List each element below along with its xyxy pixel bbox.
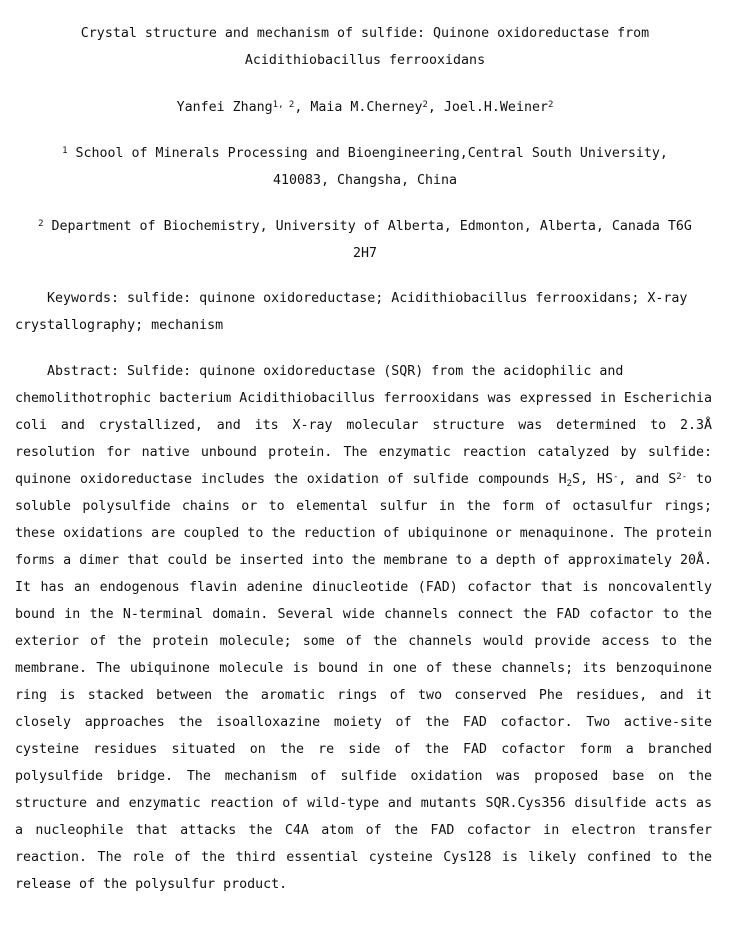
- superscript: -: [612, 472, 619, 482]
- abstract-line: exterior of the protein molecule; some of the channels would provide access to the: [15, 634, 712, 649]
- abstract-text: quinone oxidoreductase includes the oxidation of sulfide compounds H: [15, 472, 567, 487]
- abstract-line: ring is stacked between the aromatic rings of two conserved Phe residues, and it: [15, 688, 712, 703]
- abstract-line: structure and enzymatic reaction of wild-type and mutants SQR.Cys356 disulfide acts as: [15, 796, 712, 811]
- affiliation-mark: 2: [38, 219, 44, 229]
- abstract-line: polysulfide bridge. The mechanism of sulfide oxidation was proposed base on the: [15, 769, 712, 784]
- abstract-line: a nucleophile that attacks the C4A atom of the FAD cofactor in electron transfer: [15, 823, 712, 838]
- abstract-line: forms a dimer that could be inserted into the membrane to a depth of approximately 20Å.: [15, 553, 712, 568]
- superscript: 2-: [676, 472, 688, 482]
- abstract-line: membrane. The ubiquinone molecule is bound in one of these channels; its benzoquinone: [15, 661, 712, 676]
- abstract-line: release of the polysulfur product.: [15, 877, 288, 892]
- abstract-line: Abstract: Sulfide: quinone oxidoreductase (SQR) from the acidophilic and: [47, 364, 624, 379]
- abstract-text: to: [687, 472, 712, 487]
- author-affiliation-mark: 2: [422, 100, 428, 110]
- affiliation-text: Department of Biochemistry, University of Alberta, Edmonton, Alberta, Canada T6G: [43, 219, 692, 234]
- author-name: Maia M.Cherney: [310, 100, 423, 115]
- paper-title-line-1: Crystal structure and mechanism of sulfide: Quinone oxidoreductase from: [80, 26, 650, 41]
- keywords-line-1: Keywords: sulfide: quinone oxidoreductase; Acidithiobacillus ferrooxidans; X-ray: [47, 291, 688, 306]
- abstract-text: S, HS: [572, 472, 613, 487]
- abstract-line: reaction. The role of the third essential cysteine Cys128 is likely confined to the: [15, 850, 712, 865]
- affiliation-text: School of Minerals Processing and Bioengineering,Central South University,: [67, 146, 668, 161]
- abstract-line: these oxidations are coupled to the reduction of ubiquinone or menaquinone. The protein: [15, 526, 712, 541]
- author-name: Yanfei Zhang: [176, 100, 273, 115]
- affiliation-2-line-1: [0, 218, 730, 236]
- abstract-line: [15, 471, 712, 489]
- affiliation-1-line-2: 410083, Changsha, China: [272, 173, 458, 188]
- paper-title-line-2: Acidithiobacillus ferrooxidans: [244, 53, 486, 68]
- keywords-line-2: crystallography; mechanism: [15, 318, 224, 333]
- abstract-line: cysteine residues situated on the re side of the FAD cofactor form a branched: [15, 742, 712, 757]
- author-list: [0, 99, 730, 117]
- affiliation-1-line-1: [0, 145, 730, 163]
- abstract-line: resolution for native unbound protein. The enzymatic reaction catalyzed by sulfide:: [15, 445, 712, 460]
- affiliation-2-line-2: 2H7: [352, 246, 378, 261]
- abstract-line: It has an endogenous flavin adenine dinucleotide (FAD) cofactor that is noncovalently: [15, 580, 712, 595]
- author-separator: ,: [427, 100, 444, 115]
- author-name: Joel.H.Weiner: [443, 100, 548, 115]
- author-affiliation-mark: 2: [547, 100, 554, 110]
- abstract-line: chemolithotrophic bacterium Acidithiobacillus ferrooxidans was expressed in Escherichia: [15, 391, 712, 406]
- author-affiliation-mark: 1, 2: [272, 100, 295, 110]
- abstract-line: closely approaches the isoalloxazine moiety of the FAD cofactor. Two active-site: [15, 715, 712, 730]
- author-separator: ,: [294, 100, 311, 115]
- abstract-line: coli and crystallized, and its X-ray molecular structure was determined to 2.3Å: [15, 418, 712, 433]
- affiliation-mark: 1: [62, 146, 68, 156]
- subscript: 2: [566, 479, 573, 489]
- abstract-line: bound in the N-terminal domain. Several wide channels connect the FAD cofactor to the: [15, 607, 712, 622]
- abstract-line: soluble polysulfide chains or to elemental sulfur in the form of octasulfur rings;: [15, 499, 712, 514]
- abstract-text: , and S: [618, 472, 677, 487]
